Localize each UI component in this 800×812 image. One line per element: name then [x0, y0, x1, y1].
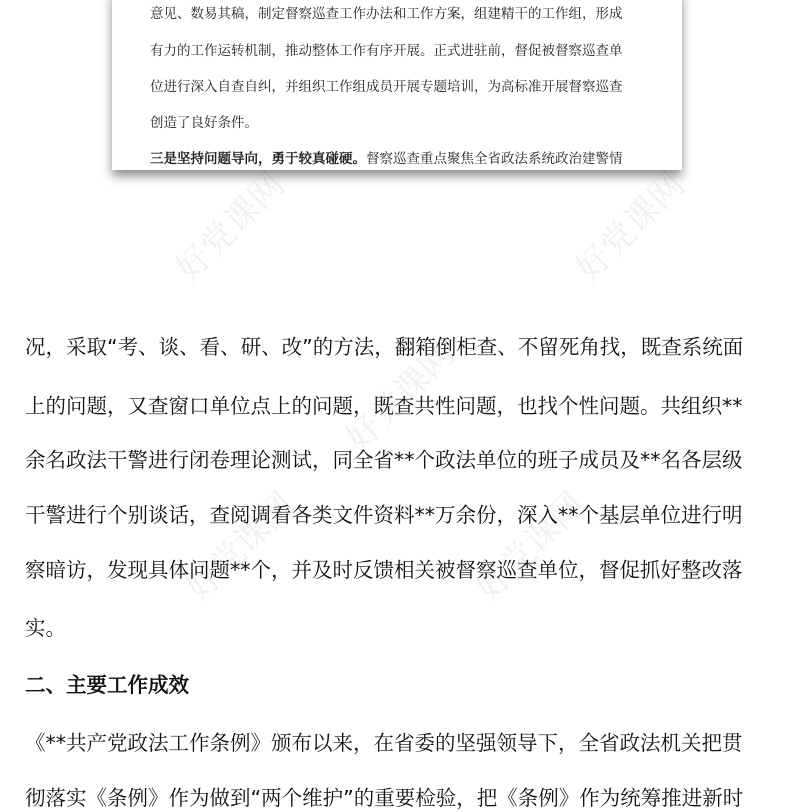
watermark: 好党课网: [168, 164, 293, 290]
watermark: 好党课网: [338, 334, 463, 460]
text-line: 察暗访，发现具体问题**个，并及时反馈相关被督察巡查单位，督促抓好整改落: [25, 558, 743, 582]
text-line: 《**共产党政法工作条例》颁布以来，在省委的坚强领导下，全省政法机关把贯: [25, 731, 743, 755]
watermark: 好党课网: [178, 484, 303, 610]
text-line: 上的问题，又查窗口单位点上的问题，既查共性问题，也找个性问题。共组织**: [25, 394, 743, 418]
text-line: 创造了良好条件。: [150, 115, 258, 131]
text-line: 位进行深入自查自纠，并组织工作组成员开展专题培训，为高标准开展督察巡查: [150, 79, 623, 95]
text-line: 余名政法干警进行闭卷理论测试，同全省**个政法单位的班子成员及**名各层级: [25, 448, 743, 472]
text-line: 况，采取“考、谈、看、研、改”的方法，翻箱倒柜查、不留死角找，既查系统面: [25, 335, 744, 359]
document-page-preview: [112, 0, 682, 170]
text-line: 实。: [25, 616, 66, 640]
watermark: 好党课网: [468, 484, 593, 610]
text-line: [150, 150, 650, 168]
text-line: 干警进行个别谈话，查阅调看各类文件资料**万余份，深入**个基层单位进行明: [25, 503, 743, 527]
section-heading: 二、主要工作成效: [25, 673, 189, 697]
text-span: 督察巡查重点聚焦全省政法系统政治建警情: [366, 151, 623, 167]
text-line: 意见、数易其稿，制定督察巡查工作办法和工作方案，组建精干的工作组，形成: [150, 6, 623, 22]
watermark: 好党课网: [568, 164, 693, 290]
bold-lead: 三是坚持问题导向，勇于较真碰硬。: [150, 151, 366, 167]
text-line: 彻落实《条例》作为做到“两个维护”的重要检验，把《条例》作为统筹推进新时: [25, 786, 744, 810]
text-line: 有力的工作运转机制，推动整体工作有序开展。正式进驻前，督促被督察巡查单: [150, 43, 623, 59]
